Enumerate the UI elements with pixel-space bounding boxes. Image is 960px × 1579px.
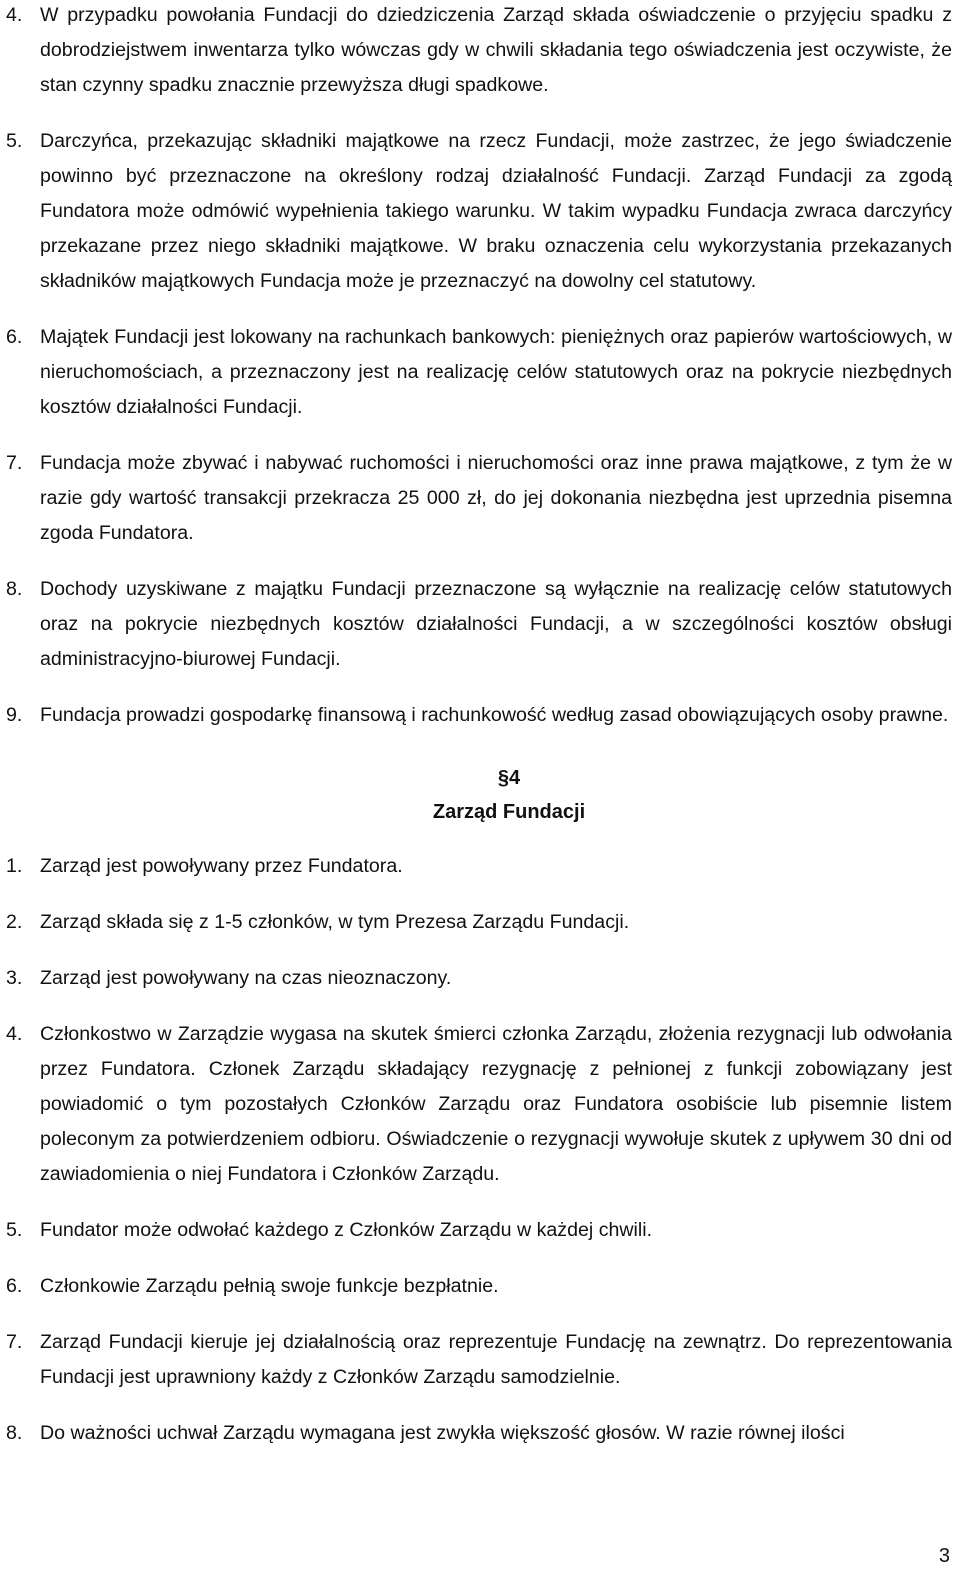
list-item — [6, 905, 952, 940]
list-item — [6, 698, 952, 733]
list-item — [6, 849, 952, 884]
section-number: §4 — [497, 767, 521, 789]
item-number: 1. — [6, 855, 23, 877]
item-number: 7. — [6, 1331, 23, 1353]
item-number: 6. — [6, 1275, 23, 1297]
item-number: 7. — [6, 452, 23, 474]
item-text: Zarząd Fundacji kieruje jej działalnością oraz reprezentuje Fundację na zewnątrz. Do reprezentowania Fundacji jest uprawniony każdy z Członków Zarządu samodzielnie. — [40, 1331, 952, 1388]
list-item — [6, 572, 952, 677]
list-item — [6, 1416, 952, 1451]
section-heading — [6, 761, 952, 829]
item-text: Zarząd składa się z 1-5 członków, w tym Prezesa Zarządu Fundacji. — [40, 911, 630, 933]
item-number: 9. — [6, 704, 23, 726]
list-item — [6, 0, 952, 103]
section-title: Zarząd Fundacji — [432, 801, 586, 823]
item-text: Członkostwo w Zarządzie wygasa na skutek śmierci członka Zarządu, złożenia rezygnacji lub odwołania przez Fundatora. Członek Zarządu składający rezygnację z pełnionej z funkcji zobowiązany jest powiadomić o tym pozostałych Członków Zarządu oraz Fundatora osobiście lub pisemnie listem poleconym za potwierdzeniem odbioru. Oświadczenie o rezygnacji wywołuje skutek z upływem 30 dni od zawiadomienia o niej Fundatora i Członków Zarządu. — [40, 1023, 952, 1185]
item-number: 8. — [6, 1422, 23, 1444]
list-item — [6, 961, 952, 996]
top-list — [6, 0, 952, 733]
list-item — [6, 1325, 952, 1395]
list-item — [6, 1269, 952, 1304]
list-item — [6, 1017, 952, 1192]
item-number: 4. — [6, 4, 23, 26]
item-text: Darczyńca, przekazując składniki majątkowe na rzecz Fundacji, może zastrzec, że jego świadczenie powinno być przeznaczone na określony rodzaj działalność Fundacji. Zarząd Fundacji za zgodą Fundatora może odmówić wypełnienia takiego warunku. W takim wypadku Fundacja zwraca darczyńcy przekazane przez niego składniki majątkowe. W braku oznaczenia celu wykorzystania przekazanych składników majątkowych Fundacja może je przeznaczyć na dowolny cel statutowy. — [40, 130, 952, 292]
section-list — [6, 849, 952, 1451]
item-number: 5. — [6, 130, 23, 152]
item-number: 6. — [6, 326, 23, 348]
list-item — [6, 446, 952, 551]
item-number: 4. — [6, 1023, 23, 1045]
page-number: 3 — [938, 1545, 950, 1567]
item-text: Dochody uzyskiwane z majątku Fundacji przeznaczone są wyłącznie na realizację celów statutowych oraz na pokrycie niezbędnych kosztów działalności Fundacji, a w szczególności kosztów obsługi administracyjno-biurowej Fundacji. — [40, 578, 952, 670]
item-text: Do ważności uchwał Zarządu wymagana jest zwykła większość głosów. W razie równej ilości — [40, 1422, 845, 1444]
list-item — [6, 320, 952, 425]
item-text: Fundacja prowadzi gospodarkę finansową i rachunkowość według zasad obowiązujących osoby prawne. — [40, 704, 949, 726]
item-number: 5. — [6, 1219, 23, 1241]
list-item — [6, 1213, 952, 1248]
item-number: 8. — [6, 578, 23, 600]
item-text: Członkowie Zarządu pełnią swoje funkcje bezpłatnie. — [40, 1275, 499, 1297]
list-item — [6, 124, 952, 299]
item-text: Fundacja może zbywać i nabywać ruchomości i nieruchomości oraz inne prawa majątkowe, z tym że w razie gdy wartość transakcji przekracza 25 000 zł, do jej dokonania niezbędna jest uprzednia pisemna zgoda Fundatora. — [40, 452, 952, 544]
item-text: Fundator może odwołać każdego z Członków Zarządu w każdej chwili. — [40, 1219, 653, 1241]
item-text: Zarząd jest powoływany na czas nieoznaczony. — [40, 967, 452, 989]
item-number: 3. — [6, 967, 23, 989]
item-number: 2. — [6, 911, 23, 933]
item-text: W przypadku powołania Fundacji do dziedziczenia Zarząd składa oświadczenie o przyjęciu spadku z dobrodziejstwem inwentarza tylko wówczas gdy w chwili składania tego oświadczenia jest oczywiste, że stan czynny spadku znacznie przewyższa długi spadkowe. — [40, 4, 952, 96]
item-text: Majątek Fundacji jest lokowany na rachunkach bankowych: pieniężnych oraz papierów wartościowych, w nieruchomościach, a przeznaczony jest na realizację celów statutowych oraz na pokrycie niezbędnych kosztów działalności Fundacji. — [40, 326, 952, 418]
item-text: Zarząd jest powoływany przez Fundatora. — [40, 855, 403, 877]
